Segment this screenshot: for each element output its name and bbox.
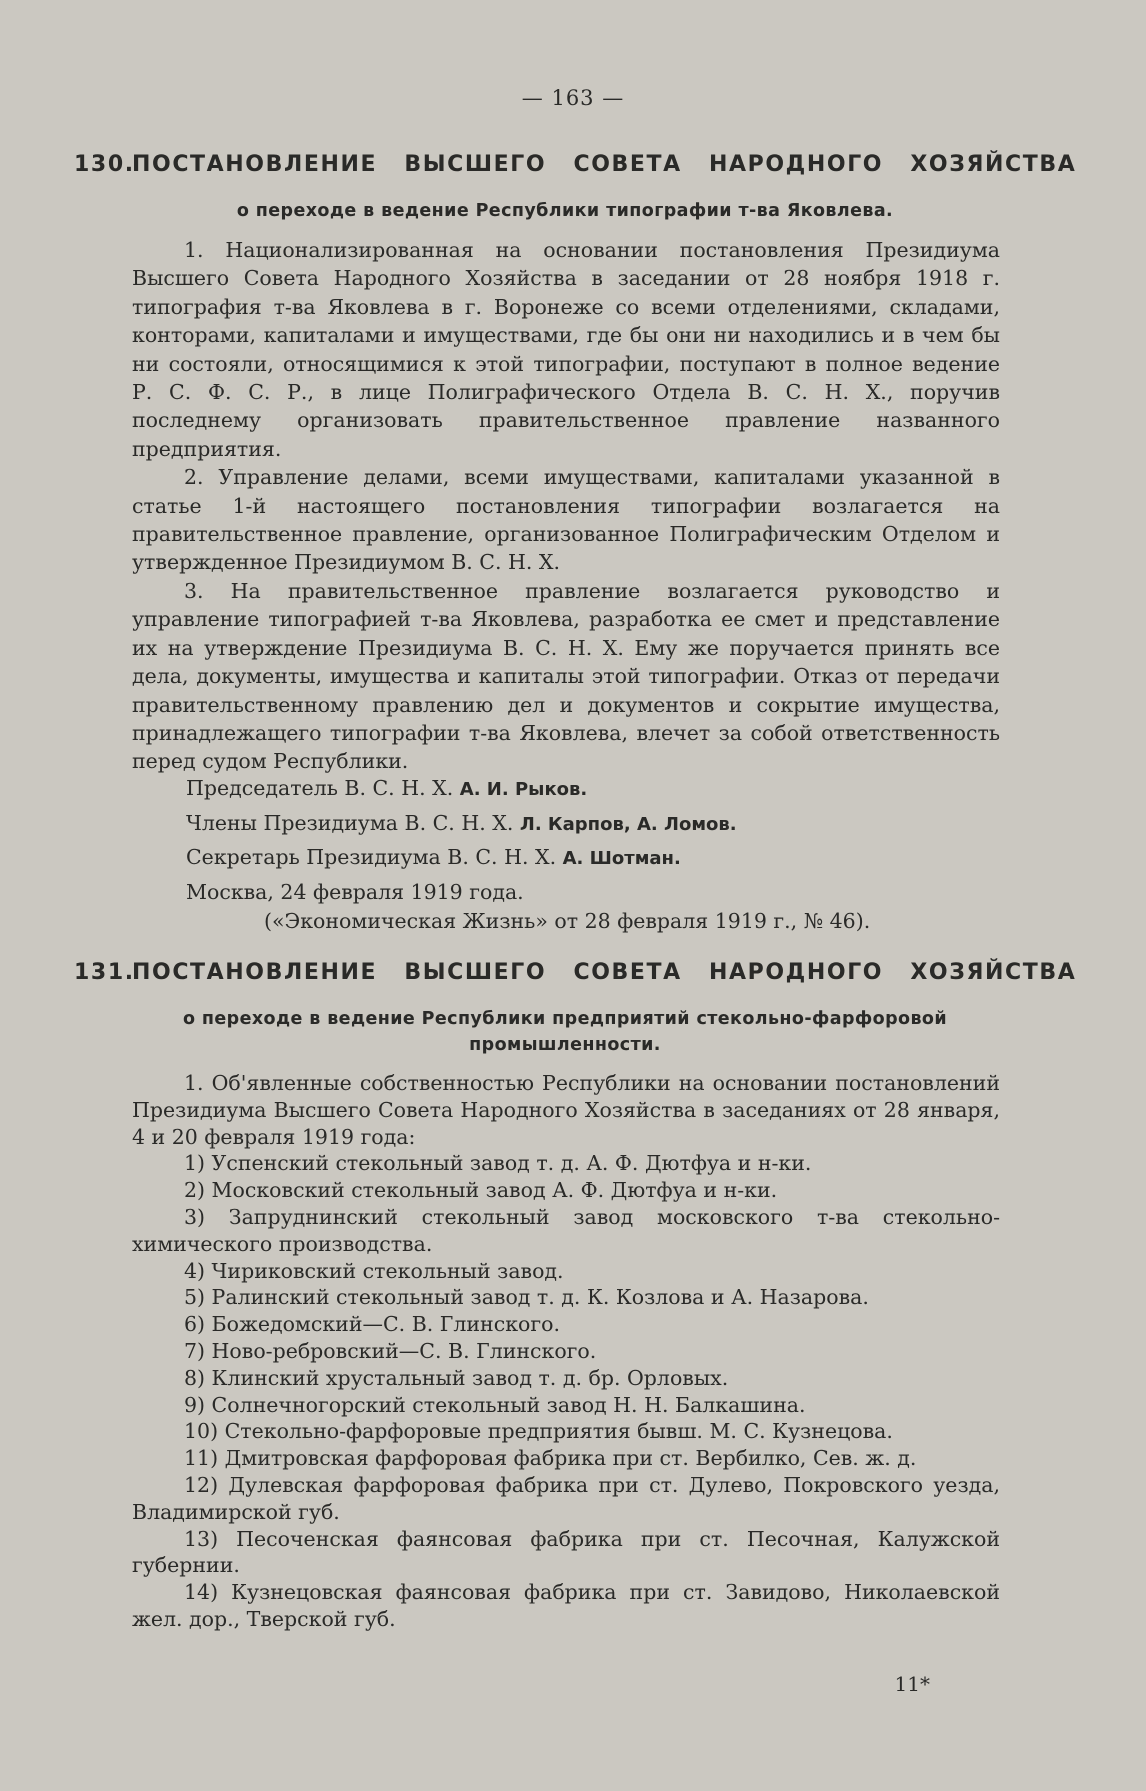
list-item: 2) Московский стекольный завод А. Ф. Дютфуа и н-ки. — [184, 1178, 778, 1203]
section-131-heading — [74, 960, 1077, 985]
section-130-heading — [74, 152, 1077, 177]
section-130-subtitle: о переходе в ведение Республики типографии т-ва Яковлева. — [236, 201, 894, 221]
section-131-intro: 1. Об'явленные собственностью Республики на основании постановлений Президиума Высшего Совета Народного Хозяйства в заседаниях от 28 января, 4 и 20 февраля 1919 года: — [132, 1071, 1000, 1149]
section-130-paragraph-1: 1. Национализированная на основании постановления Президиума Высшего Совета Народного Хозяйства в заседании от 28 ноября 1918 г. типография т-ва Яковлева в г. Воронеже со всеми отделениями, складами, конторами, капиталами и имуществами, где бы они ни находились и в чем бы ни состояли, относящимися к этой типографии, поступают в полное ведение Р. С. Ф. С. Р., в лице Полиграфического Отдела В. С. Н. Х., поручив последнему организовать правительственное правление названного предприятия. — [132, 238, 1000, 461]
list-item: 14) Кузнецовская фаянсовая фабрика при ст. Завидово, Николаевской жел. дор., Тверской губ. — [132, 1580, 1000, 1631]
list-item: 6) Божедомский—С. В. Глинского. — [184, 1312, 560, 1337]
section-130-paragraph-3: 3. На правительственное правление возлагается руководство и управление типографией т-ва Яковлева, разработка ее смет и представление их на утверждение Президиума В. С. Н. Х. Ему же поручается принять все дела, документы, имущества и капиталы этой типографии. Отказ от передачи правительственному правлению дел и документов и сокрытие имущества, принадлежащего типографии т-ва Яковлева, влечет за собой ответственность перед судом Республики. — [132, 578, 1000, 774]
list-item: 12) Дулевская фарфоровая фабрика при ст. Дулево, Покровского уезда, Владимирской губ. — [132, 1472, 1000, 1524]
section-130-signatures — [186, 772, 986, 939]
page-number: — 163 — — [521, 86, 625, 110]
signature-name: А. И. Рыков. — [459, 779, 588, 800]
list-item: 10) Стекольно-фарфоровые предприятия бывш. М. С. Кузнецова. — [184, 1419, 893, 1444]
list-item: 3) Запруднинский стекольный завод московского т-ва стекольно-химического производства. — [132, 1204, 1000, 1256]
signature-role: Секретарь Президиума В. С. Н. Х. — [186, 845, 557, 869]
signature-role: Члены Президиума В. С. Н. Х. — [186, 810, 514, 835]
section-130-number: 130. — [74, 152, 135, 177]
section-131-title: ПОСТАНОВЛЕНИЕ ВЫСШЕГО СОВЕТА НАРОДНОГО ХОЗЯЙСТВА — [132, 960, 1077, 985]
signature-name: А. Шотман. — [562, 848, 681, 869]
section-130-body — [132, 236, 1000, 776]
list-item: 11) Дмитровская фарфоровая фабрика при ст. Вербилко, Сев. ж. д. — [184, 1446, 917, 1471]
list-item: 4) Чириковский стекольный завод. — [184, 1258, 564, 1283]
list-item: 9) Солнечногорский стекольный завод Н. Н. Балкашина. — [184, 1392, 806, 1417]
signature-members — [186, 807, 986, 842]
section-130-paragraph-2: 2. Управление делами, всеми имуществами, капиталами указанной в статье 1-й настоящего постановления типографии возлагается на правительственное правление, организованное Полиграфическим Отделом и утвержденное Президиумом В. С. Н. Х. — [132, 465, 1000, 575]
list-item: 1) Успенский стекольный завод т. д. А. Ф. Дютфуа и н-ки. — [184, 1151, 812, 1176]
section-131-subtitle: о переходе в ведение Республики предприятий стекольно-фарфоровой промышленности. — [182, 1009, 948, 1055]
signature-chairman — [186, 772, 986, 807]
list-item: 13) Песоченская фаянсовая фабрика при ст. Песочная, Калужской губернии. — [132, 1526, 1000, 1578]
section-131-body — [132, 1070, 1000, 1633]
list-item: 5) Ралинский стекольный завод т. д. К. Козлова и А. Назарова. — [184, 1285, 869, 1310]
signature-name: Л. Карпов, А. Ломов. — [519, 813, 737, 835]
signature-mark: 11* — [894, 1672, 930, 1696]
source-citation: («Экономическая Жизнь» от 28 февраля 1919 г., № 46). — [264, 909, 871, 933]
signature-role: Председатель В. С. Н. Х. — [186, 776, 454, 800]
list-item: 8) Клинский хрустальный завод т. д. бр. Орловых. — [184, 1365, 729, 1390]
place-date: Москва, 24 февраля 1919 года. — [186, 879, 524, 904]
signature-secretary — [186, 841, 986, 876]
section-130-title: ПОСТАНОВЛЕНИЕ ВЫСШЕГО СОВЕТА НАРОДНОГО ХОЗЯЙСТВА — [132, 152, 1077, 177]
section-131-number: 131. — [74, 960, 135, 985]
list-item: 7) Ново-ребровский—С. В. Глинского. — [184, 1338, 597, 1363]
